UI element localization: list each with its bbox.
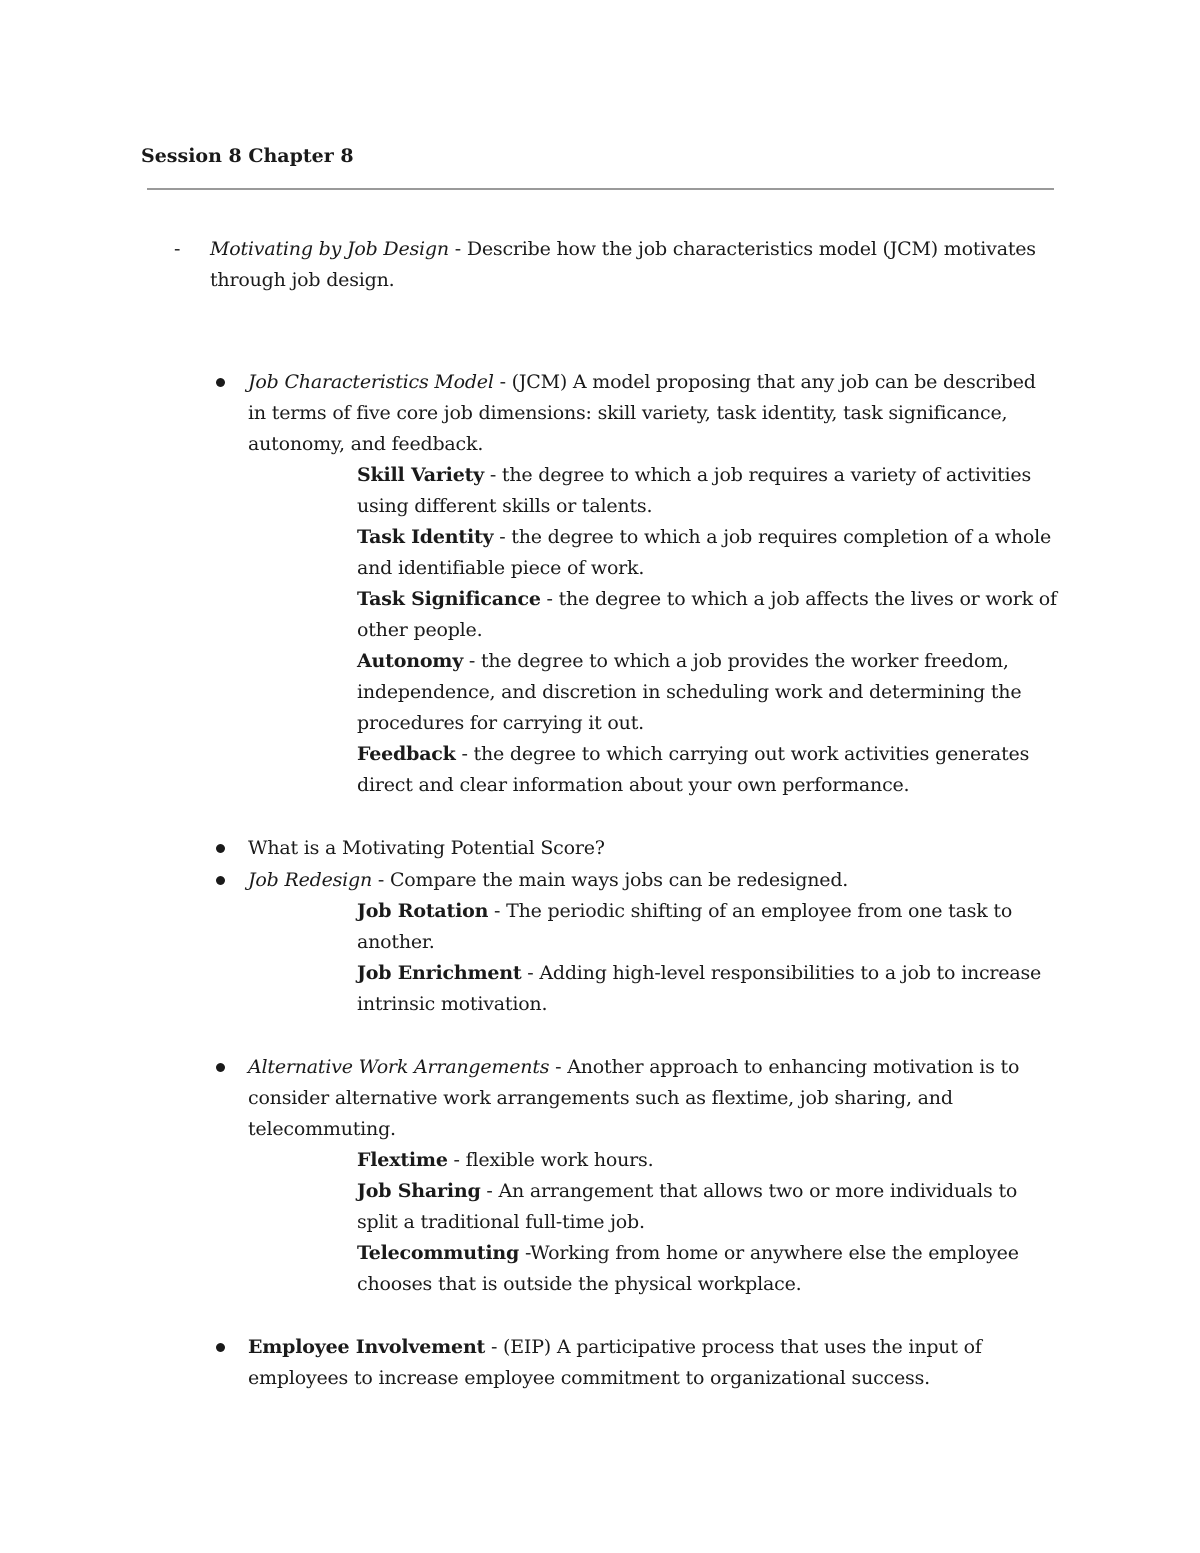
job-sharing-line-1 xyxy=(357,1176,1017,1207)
jcm-term: Job Characteristics Model xyxy=(248,371,494,393)
eip-line-1 xyxy=(248,1332,982,1363)
skill-variety-line-1 xyxy=(357,460,1031,491)
flextime-text: - flexible work hours. xyxy=(447,1149,654,1171)
alt-text: - Another approach to enhancing motivation is to xyxy=(549,1056,1020,1078)
jcm-line-2: in terms of five core job dimensions: skill variety, task identity, task significance, xyxy=(248,402,1008,424)
eip-text: - (EIP) A participative process that uses the input of xyxy=(485,1336,982,1358)
feedback-text: - the degree to which carrying out work activities generates xyxy=(455,743,1030,765)
dash-marker: - xyxy=(174,238,181,260)
task-identity-line-1 xyxy=(357,522,1051,553)
intro-text: - Describe how the job characteristics model (JCM) motivates xyxy=(448,238,1036,260)
jcm-line-3: autonomy, and feedback. xyxy=(248,433,484,455)
job-rotation-term: Job Rotation xyxy=(357,900,489,922)
autonomy-term: Autonomy xyxy=(357,650,464,672)
telecommuting-text: -Working from home or anywhere else the employee xyxy=(519,1242,1019,1264)
skill-variety-text: - the degree to which a job requires a variety of activities xyxy=(484,464,1032,486)
job-sharing-line-2: split a traditional full-time job. xyxy=(357,1211,645,1233)
telecommuting-line-2: chooses that is outside the physical workplace. xyxy=(357,1273,802,1295)
autonomy-line-3: procedures for carrying it out. xyxy=(357,712,644,734)
autonomy-line-2: independence, and discretion in scheduling work and determining the xyxy=(357,681,1022,703)
task-significance-line-2: other people. xyxy=(357,619,483,641)
bullet-icon xyxy=(216,876,225,885)
bullet-icon xyxy=(216,844,225,853)
alt-line-3: telecommuting. xyxy=(248,1118,396,1140)
skill-variety-line-2: using different skills or talents. xyxy=(357,495,653,517)
jcm-text: - (JCM) A model proposing that any job can be described xyxy=(493,371,1036,393)
redesign-term: Job Redesign xyxy=(248,869,373,891)
bullet-icon xyxy=(216,378,225,387)
alt-line-2: consider alternative work arrangements such as flextime, job sharing, and xyxy=(248,1087,953,1109)
eip-line-2: employees to increase employee commitment to organizational success. xyxy=(248,1367,930,1389)
eip-term: Employee Involvement xyxy=(248,1336,486,1358)
autonomy-line-1 xyxy=(357,646,1009,677)
jcm-line-1 xyxy=(248,367,1036,398)
job-rotation-line-1 xyxy=(357,896,1012,927)
task-identity-term: Task Identity xyxy=(357,526,494,548)
autonomy-text: - the degree to which a job provides the worker freedom, xyxy=(463,650,1009,672)
task-significance-line-1 xyxy=(357,584,1057,615)
flextime-line-1 xyxy=(357,1145,653,1176)
feedback-line-1 xyxy=(357,739,1029,770)
task-identity-text: - the degree to which a job requires completion of a whole xyxy=(493,526,1052,548)
telecommuting-term: Telecommuting xyxy=(357,1242,520,1264)
bullet-icon xyxy=(216,1343,225,1352)
intro-line-2: through job design. xyxy=(210,269,395,291)
job-enrichment-line-1 xyxy=(357,958,1041,989)
task-significance-text: - the degree to which a job affects the lives or work of xyxy=(540,588,1057,610)
job-enrichment-line-2: intrinsic motivation. xyxy=(357,993,548,1015)
feedback-term: Feedback xyxy=(357,743,456,765)
mps-line: What is a Motivating Potential Score? xyxy=(248,837,605,859)
horizontal-rule xyxy=(147,188,1054,190)
task-significance-term: Task Significance xyxy=(357,588,541,610)
bullet-icon xyxy=(216,1063,225,1072)
skill-variety-term: Skill Variety xyxy=(357,464,484,486)
feedback-line-2: direct and clear information about your own performance. xyxy=(357,774,910,796)
job-sharing-text: - An arrangement that allows two or more individuals to xyxy=(480,1180,1018,1202)
job-enrichment-term: Job Enrichment xyxy=(357,962,522,984)
flextime-term: Flextime xyxy=(357,1149,448,1171)
job-rotation-line-2: another. xyxy=(357,931,435,953)
page-title: Session 8 Chapter 8 xyxy=(141,145,354,167)
alt-term: Alternative Work Arrangements xyxy=(248,1056,550,1078)
redesign-line-1 xyxy=(248,865,848,896)
job-rotation-text: - The periodic shifting of an employee from one task to xyxy=(488,900,1013,922)
alt-line-1 xyxy=(248,1052,1019,1083)
intro-term: Motivating by Job Design xyxy=(210,238,449,260)
job-sharing-term: Job Sharing xyxy=(357,1180,481,1202)
intro-line-1 xyxy=(210,234,1036,265)
redesign-text: - Compare the main ways jobs can be redesigned. xyxy=(372,869,849,891)
task-identity-line-2: and identifiable piece of work. xyxy=(357,557,645,579)
job-enrichment-text: - Adding high-level responsibilities to a job to increase xyxy=(521,962,1042,984)
telecommuting-line-1 xyxy=(357,1238,1019,1269)
